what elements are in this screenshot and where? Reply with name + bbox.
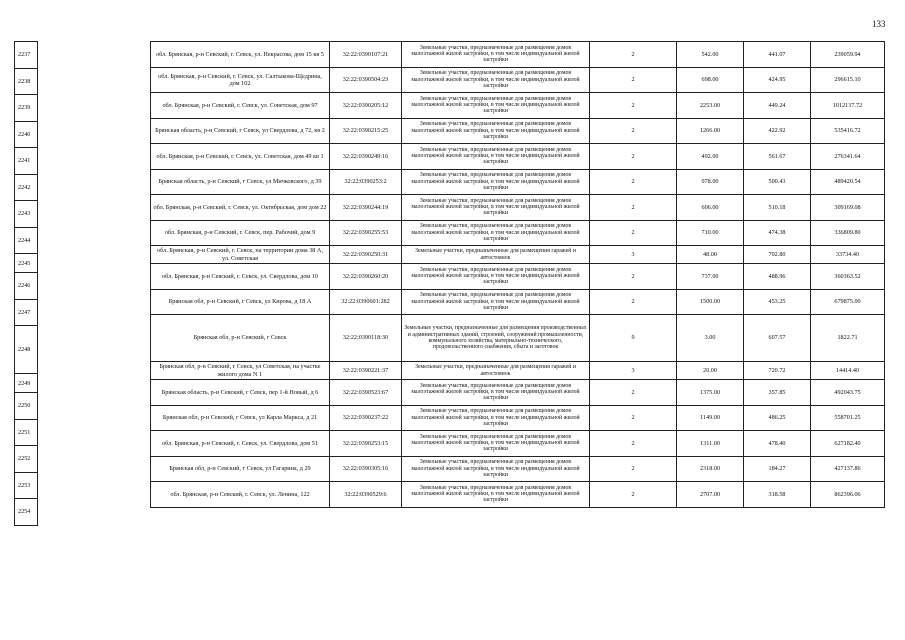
cadastral-value-cell: 309169.08 [811,195,885,221]
specific-value-cell: 510.18 [744,195,811,221]
row-number [15,42,38,69]
cadastral-value-cell: 679875.00 [811,289,885,315]
cadastral-number-cell: 32:22:0390221:37 [330,362,402,380]
row-number-cell: 2242 [15,174,38,201]
address-cell: Брянская обл, р-н Севский, г Севск [151,315,330,362]
row-number-cell: 2238 [15,68,38,95]
table-row [151,264,885,290]
area-cell: 2253.00 [677,93,744,119]
table-row [151,431,885,457]
land-use-cell: Земельные участки, предназначенные для размещения домов малоэтажной жилой застройки, в том числе индивидуальной жилой застройки [402,431,590,457]
table-row [151,362,885,380]
row-number [15,201,38,228]
area-cell: 737.00 [677,264,744,290]
table-row [151,195,885,221]
specific-value-cell: 474.38 [744,220,811,246]
table-row [151,144,885,170]
group-cell: 3 [590,246,677,264]
specific-value-cell: 702.80 [744,246,811,264]
row-number-cell: 2251 [15,419,38,446]
row-number-cell: 2237 [15,42,38,69]
address-cell: обл. Брянская, р-н Севский, г. Севск, ул. Советская, дом 97 [151,93,330,119]
address-cell: обл. Брянская, р-н Севский, г. Севск, ул. Октябрьская, дом дом 22 [151,195,330,221]
group-cell: 9 [590,315,677,362]
row-number-cell: 2239 [15,95,38,122]
cadastral-number-cell: 32:22:0390215:25 [330,118,402,144]
cadastral-value-table [150,41,885,508]
cadastral-number-cell: 32:22:0390305:16 [330,456,402,482]
table-row [151,380,885,406]
group-cell: 2 [590,482,677,508]
cadastral-value-cell: 14414.40 [811,362,885,380]
row-number-cell: 2249 [15,374,38,393]
group-cell: 2 [590,67,677,93]
cadastral-number-cell: 32:22:0390107:21 [330,42,402,68]
cadastral-number-cell: 32:22:0390523:67 [330,380,402,406]
row-number [15,273,38,300]
cadastral-value-cell: 1012137.72 [811,93,885,119]
row-number-cell: 2241 [15,148,38,175]
address-cell: обл. Брянская, р-н Севский, г. Севск, пер. Рабочий, дом 9 [151,220,330,246]
address-cell: Брянская обл, р-н Севский, г Севск, ул Гагарина, д 29 [151,456,330,482]
address-cell: обл. Брянская, р-н Севский, г. Севск, на территории дома 38 А, ул. Советская [151,246,330,264]
table-row [151,93,885,119]
row-number [15,174,38,201]
group-cell: 2 [590,289,677,315]
cadastral-value-cell: 627182.40 [811,431,885,457]
group-cell: 2 [590,144,677,170]
area-cell: 1149.00 [677,405,744,431]
address-cell: Брянская обл, р-н Севский, г Севск, ул Советская, на участке жилого дома N 1 [151,362,330,380]
table-row [151,118,885,144]
area-cell: 48.00 [677,246,744,264]
group-cell: 2 [590,220,677,246]
group-cell: 2 [590,169,677,195]
row-number-cell: 2252 [15,446,38,473]
specific-value-cell: 449.24 [744,93,811,119]
cadastral-value-cell: 427137.86 [811,456,885,482]
area-cell: 1375.00 [677,380,744,406]
row-number [15,446,38,473]
specific-value-cell: 424.95 [744,67,811,93]
land-use-cell: Земельные участки, предназначенные для размещения домов малоэтажной жилой застройки, в том числе индивидуальной жилой застройки [402,195,590,221]
area-cell: 2707.00 [677,482,744,508]
area-cell: 20.00 [677,362,744,380]
area-cell: 978.00 [677,169,744,195]
cadastral-number-cell: 32:22:0390504:23 [330,67,402,93]
area-cell: 1266.00 [677,118,744,144]
table-row [151,482,885,508]
cadastral-number-cell: 32:22:0390529:6 [330,482,402,508]
area-cell: 1500.00 [677,289,744,315]
address-cell: обл. Брянская, р-н Севский, г. Севск, ул. Свердлова, дом 51 [151,431,330,457]
group-cell: 2 [590,118,677,144]
row-number [15,374,38,393]
area-cell: 2318.00 [677,456,744,482]
table-row [151,220,885,246]
land-use-cell: Земельные участки, предназначенные для размещения домов малоэтажной жилой застройки, в том числе индивидуальной жилой застройки [402,220,590,246]
specific-value-cell: 486.25 [744,405,811,431]
row-number [15,499,38,526]
area-cell: 710.00 [677,220,744,246]
cadastral-value-cell: 535416.72 [811,118,885,144]
row-number-cell: 2240 [15,121,38,148]
address-cell: Брянская область, р-н Севский, г Севск, ул Свердлова, д 72, кв 2 [151,118,330,144]
area-cell: 542.00 [677,42,744,68]
table-row [151,67,885,93]
land-use-cell: Земельные участки, предназначенные для размещения домов малоэтажной жилой застройки, в том числе индивидуальной жилой застройки [402,482,590,508]
table-row [151,42,885,68]
table-row [151,456,885,482]
row-number-column [14,41,38,526]
table-row [151,246,885,264]
row-number [15,68,38,95]
group-cell: 2 [590,195,677,221]
group-cell: 2 [590,431,677,457]
row-number [15,393,38,420]
area-cell: 1311.00 [677,431,744,457]
land-use-cell: Земельные участки, предназначенные для размещения домов малоэтажной жилой застройки, в том числе индивидуальной жилой застройки [402,169,590,195]
row-number [15,299,38,326]
group-cell: 2 [590,42,677,68]
row-number [15,148,38,175]
land-use-cell: Земельные участки, предназначенные для размещения домов малоэтажной жилой застройки, в том числе индивидуальной жилой застройки [402,456,590,482]
land-use-cell: Земельные участки, предназначенные для размещения домов малоэтажной жилой застройки, в том числе индивидуальной жилой застройки [402,42,590,68]
land-use-cell: Земельные участки, предназначенные для размещения домов малоэтажной жилой застройки, в том числе индивидуальной жилой застройки [402,405,590,431]
land-use-cell: Земельные участки, предназначенные для размещения гаражей и автостоянок [402,362,590,380]
specific-value-cell: 453.25 [744,289,811,315]
land-use-cell: Земельные участки, предназначенные для размещения домов малоэтажной жилой застройки, в том числе индивидуальной жилой застройки [402,380,590,406]
cadastral-number-cell: 32:22:0390118:30 [330,315,402,362]
specific-value-cell: 318.58 [744,482,811,508]
row-number [15,95,38,122]
specific-value-cell: 478.40 [744,431,811,457]
cadastral-value-cell: 489420.54 [811,169,885,195]
specific-value-cell: 441.07 [744,42,811,68]
cadastral-value-cell: 360363.52 [811,264,885,290]
row-number [15,472,38,499]
specific-value-cell: 488.96 [744,264,811,290]
specific-value-cell: 184.27 [744,456,811,482]
cadastral-value-cell: 492043.75 [811,380,885,406]
specific-value-cell: 422.92 [744,118,811,144]
cadastral-value-cell: 336809.80 [811,220,885,246]
row-number-cell: 2243 [15,201,38,228]
row-number-cell: 2244 [15,227,38,254]
cadastral-number-cell: 32:22:0390205:12 [330,93,402,119]
address-cell: Брянская область, р-н Севский, г Севск, пер 1-й Новый, д 6 [151,380,330,406]
address-cell: обл. Брянская, р-н Севский, г. Севск, ул. Салтыкова-Щедрина, дом 102 [151,67,330,93]
row-number-cell: 2246 [15,273,38,300]
specific-value-cell: 720.72 [744,362,811,380]
address-cell: Брянская область, р-н Севский, г Севск, ул Мичковского, д 39 [151,169,330,195]
cadastral-number-cell: 32:22:0390601:282 [330,289,402,315]
cadastral-number-cell: 32:22:0390255:53 [330,220,402,246]
row-number [15,326,38,374]
address-cell: обл. Брянская, р-н Севский, г. Севск, ул. Советская, дом 49 кв 1 [151,144,330,170]
cadastral-value-cell: 862396.06 [811,482,885,508]
area-cell: 3.00 [677,315,744,362]
group-cell: 2 [590,93,677,119]
cadastral-value-cell: 239059.94 [811,42,885,68]
area-cell: 606.00 [677,195,744,221]
land-use-cell: Земельные участки, предназначенные для размещения производственных и административных зданий, строений, сооружений промышленности, коммунального хозяйства, материально-технического, продовольственного снабжения, сбыта и заготовок [402,315,590,362]
page-number: 133 [872,19,886,29]
land-use-cell: Земельные участки, предназначенные для размещения домов малоэтажной жилой застройки, в том числе индивидуальной жилой застройки [402,93,590,119]
land-use-cell: Земельные участки, предназначенные для размещения домов малоэтажной жилой застройки, в том числе индивидуальной жилой застройки [402,264,590,290]
specific-value-cell: 561.67 [744,144,811,170]
area-cell: 698.00 [677,67,744,93]
row-number-cell: 2248 [15,326,38,374]
group-cell: 2 [590,264,677,290]
row-number-cell: 2247 [15,299,38,326]
address-cell: обл. Брянская, р-н Севский, г. Севск, ул. Свердлова, дом 10 [151,264,330,290]
row-number [15,419,38,446]
table-row [151,169,885,195]
table-row [151,405,885,431]
land-use-cell: Земельные участки, предназначенные для размещения домов малоэтажной жилой застройки, в том числе индивидуальной жилой застройки [402,67,590,93]
group-cell: 2 [590,456,677,482]
row-number [15,254,38,273]
cadastral-value-cell: 1822.71 [811,315,885,362]
cadastral-number-cell: 32:22:0390260:20 [330,264,402,290]
row-number-cell: 2250 [15,393,38,420]
address-cell: обл. Брянская, р-н Севский, г. Севск, ул. Ленина, 122 [151,482,330,508]
cadastral-number-cell: 32:22:0390244:19 [330,195,402,221]
cadastral-number-cell: 32:22:0390253:2 [330,169,402,195]
cadastral-number-cell: 32:22:0390249:16 [330,144,402,170]
area-cell: 492.00 [677,144,744,170]
row-number-cell: 2245 [15,254,38,273]
specific-value-cell: 500.43 [744,169,811,195]
address-cell: Брянская обл, р-н Севский, г Севск, ул Кирова, д 18 А [151,289,330,315]
row-number [15,121,38,148]
cadastral-value-cell: 33734.40 [811,246,885,264]
table-row [151,289,885,315]
group-cell: 2 [590,405,677,431]
cadastral-number-cell: 32:22:0390250:31 [330,246,402,264]
land-use-cell: Земельные участки, предназначенные для размещения гаражей и автостоянок [402,246,590,264]
land-use-cell: Земельные участки, предназначенные для размещения домов малоэтажной жилой застройки, в том числе индивидуальной жилой застройки [402,289,590,315]
land-use-cell: Земельные участки, предназначенные для размещения домов малоэтажной жилой застройки, в том числе индивидуальной жилой застройки [402,144,590,170]
cadastral-value-cell: 276341.64 [811,144,885,170]
cadastral-value-cell: 558701.25 [811,405,885,431]
address-cell: Брянская обл, р-н Севский, г Севск, ул Карла Маркса, д 21 [151,405,330,431]
group-cell: 2 [590,380,677,406]
specific-value-cell: 357.85 [744,380,811,406]
address-cell: обл. Брянская, р-н Севский, г. Севск, ул. Некрасова, дом 15 кв 5 [151,42,330,68]
specific-value-cell: 607.57 [744,315,811,362]
row-number-cell: 2254 [15,499,38,526]
row-number [15,227,38,254]
cadastral-value-cell: 296615.10 [811,67,885,93]
land-use-cell: Земельные участки, предназначенные для размещения домов малоэтажной жилой застройки, в том числе индивидуальной жилой застройки [402,118,590,144]
cadastral-number-cell: 32:22:0390237:22 [330,405,402,431]
table-row [151,315,885,362]
group-cell: 3 [590,362,677,380]
cadastral-number-cell: 32:22:0390253:15 [330,431,402,457]
row-number-cell: 2253 [15,472,38,499]
